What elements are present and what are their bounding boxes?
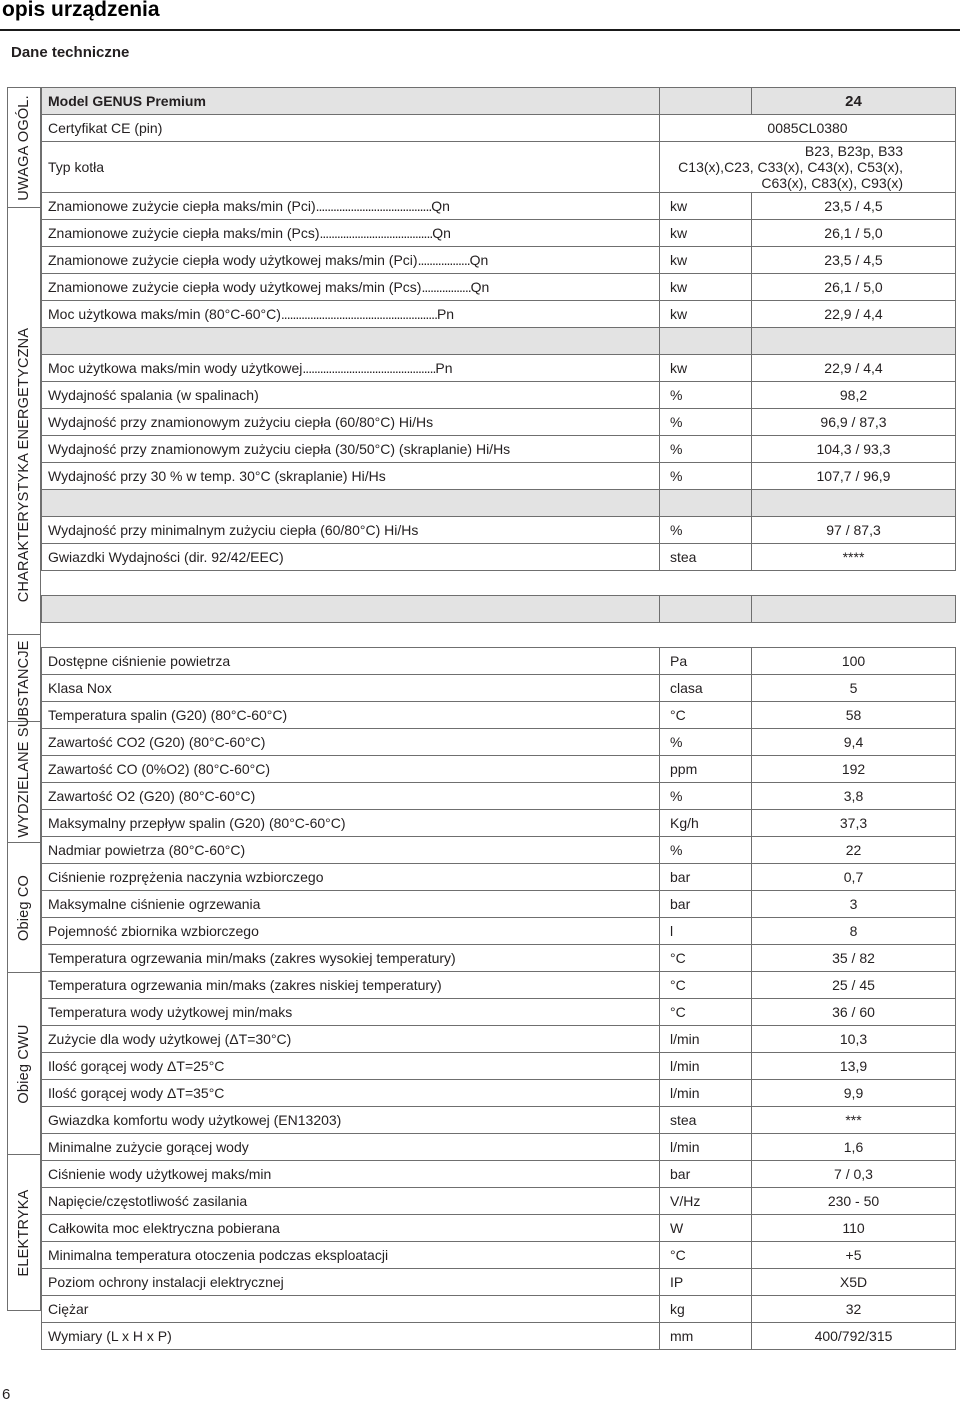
value-cell: 32 <box>752 1296 956 1323</box>
unit-cell: V/Hz <box>660 1188 752 1215</box>
section-title: Dane techniczne <box>11 44 130 61</box>
param-label: Zawartość CO (0%O2) (80°C-60°C) <box>48 761 271 777</box>
empty-cell <box>752 596 956 623</box>
value-cell: 3 <box>752 891 956 918</box>
unit-cell: bar <box>660 1161 752 1188</box>
unit-cell: kw <box>660 274 752 301</box>
value-cell: 26,1 / 5,0 <box>752 220 956 247</box>
boiler-type-line: B23, B23p, B33 <box>804 143 903 159</box>
empty-cell <box>660 596 752 623</box>
table-row <box>42 544 956 571</box>
param-symbol: Qn <box>469 252 489 268</box>
table-row <box>42 837 956 864</box>
param-cell <box>42 648 660 675</box>
param-label: Wydajność przy znamionowym zużyciu ciepła (60/80°C) Hi/Hs <box>48 414 434 430</box>
param-cell <box>42 409 660 436</box>
table-row <box>42 517 956 544</box>
unit-cell: kw <box>660 220 752 247</box>
value-cell: 58 <box>752 702 956 729</box>
param-label: Ciśnienie wody użytkowej maks/min <box>48 1166 272 1182</box>
param-symbol: Pn <box>436 306 455 322</box>
unit-cell: °C <box>660 972 752 999</box>
param-symbol: Qn <box>432 225 451 241</box>
param-label: Znamionowe zużycie ciepła wody użytkowej maks/min (Pcs) <box>48 279 422 295</box>
unit-cell: % <box>660 436 752 463</box>
value-cell: 7 / 0,3 <box>752 1161 956 1188</box>
param-cell <box>42 918 660 945</box>
empty-cell <box>42 596 660 623</box>
value-cell: 26,1 / 5,0 <box>752 274 956 301</box>
param-label: Zawartość O2 (G20) (80°C-60°C) <box>48 788 256 804</box>
param-cell <box>42 729 660 756</box>
unit-cell: IP <box>660 1269 752 1296</box>
group-label-co: Obieg CO <box>16 874 32 941</box>
empty-cell <box>42 623 660 648</box>
param-label: Pojemność zbiornika wzbiorczego <box>48 923 259 939</box>
value-cell: 10,3 <box>752 1026 956 1053</box>
group-label-energy: CHARAKTERYSTYKA ENERGETYCZNA <box>16 327 32 602</box>
param-label: Ilość gorącej wody ΔT=25°C <box>48 1058 225 1074</box>
table-row <box>42 1188 956 1215</box>
value-cell: 13,9 <box>752 1053 956 1080</box>
value-cell: 104,3 / 93,3 <box>752 436 956 463</box>
unit-cell: % <box>660 837 752 864</box>
param-cell <box>42 247 660 274</box>
unit-cell: °C <box>660 702 752 729</box>
param-cell <box>42 382 660 409</box>
value-cell: 107,7 / 96,9 <box>752 463 956 490</box>
param-cell <box>42 1161 660 1188</box>
value-cell: 35 / 82 <box>752 945 956 972</box>
unit-cell: l/min <box>660 1053 752 1080</box>
table-row <box>42 1296 956 1323</box>
param-label: Temperatura ogrzewania min/maks (zakres wysokiej temperatury) <box>48 950 456 966</box>
unit-cell: °C <box>660 945 752 972</box>
ce-label: Certyfikat CE (pin) <box>42 115 660 142</box>
table-row <box>42 675 956 702</box>
table-row <box>42 891 956 918</box>
unit-cell: stea <box>660 544 752 571</box>
table-row <box>42 274 956 301</box>
table-row <box>42 756 956 783</box>
unit-cell: kg <box>660 1296 752 1323</box>
unit-cell: mm <box>660 1323 752 1350</box>
table-row <box>42 918 956 945</box>
value-cell: 22,9 / 4,4 <box>752 355 956 382</box>
param-dots: .............................................. <box>302 360 436 376</box>
value-cell: 110 <box>752 1215 956 1242</box>
value-cell: 192 <box>752 756 956 783</box>
param-cell <box>42 837 660 864</box>
table-row <box>42 1269 956 1296</box>
group-label-electrical: ELEKTRYKA <box>16 1189 32 1276</box>
value-cell: **** <box>752 544 956 571</box>
param-symbol: Pn <box>435 360 453 376</box>
unit-cell: Pa <box>660 648 752 675</box>
spacer-row <box>42 571 956 596</box>
empty-cell <box>752 328 956 355</box>
param-label: Gwiazdki Wydajności (dir. 92/42/EEC) <box>48 549 284 565</box>
param-cell <box>42 945 660 972</box>
table-row <box>42 193 956 220</box>
param-label: Znamionowe zużycie ciepła maks/min (Pci) <box>48 198 316 214</box>
value-cell: +5 <box>752 1242 956 1269</box>
param-label: Klasa Nox <box>48 680 112 696</box>
unit-cell: stea <box>660 1107 752 1134</box>
param-cell <box>42 783 660 810</box>
param-cell <box>42 436 660 463</box>
param-cell <box>42 756 660 783</box>
empty-cell <box>660 571 752 596</box>
param-cell <box>42 193 660 220</box>
unit-cell: °C <box>660 1242 752 1269</box>
unit-cell: kw <box>660 355 752 382</box>
empty-cell <box>42 328 660 355</box>
param-dots: ................. <box>421 279 471 295</box>
table-row <box>42 463 956 490</box>
param-label: Temperatura ogrzewania min/maks (zakres niskiej temperatury) <box>48 977 442 993</box>
value-cell: *** <box>752 1107 956 1134</box>
value-cell: 25 / 45 <box>752 972 956 999</box>
param-label: Moc użytkowa maks/min wody użytkowej <box>48 360 303 376</box>
param-cell <box>42 1269 660 1296</box>
table-row <box>42 810 956 837</box>
param-dots: ...................................................... <box>280 306 437 322</box>
param-cell <box>42 301 660 328</box>
value-cell: 36 / 60 <box>752 999 956 1026</box>
param-label: Wymiary (L x H x P) <box>48 1328 172 1344</box>
param-label: Znamionowe zużycie ciepła wody użytkowej maks/min (Pci) <box>48 252 418 268</box>
empty-cell <box>752 571 956 596</box>
group-emissions <box>7 634 41 843</box>
table-row <box>42 220 956 247</box>
spacer-row <box>42 623 956 648</box>
param-label: Temperatura spalin (G20) (80°C-60°C) <box>48 707 288 723</box>
table-row <box>42 409 956 436</box>
empty-cell <box>660 328 752 355</box>
unit-cell: l/min <box>660 1080 752 1107</box>
unit-cell: l <box>660 918 752 945</box>
table-row <box>42 864 956 891</box>
value-cell: 37,3 <box>752 810 956 837</box>
param-symbol: Qn <box>431 198 450 214</box>
unit-cell: % <box>660 517 752 544</box>
group-general <box>7 87 41 208</box>
value-cell: 22 <box>752 837 956 864</box>
empty-cell <box>660 623 752 648</box>
param-label: Napięcie/częstotliwość zasilania <box>48 1193 248 1209</box>
param-label: Wydajność przy minimalnym zużyciu ciepła (60/80°C) Hi/Hs <box>48 522 419 538</box>
value-cell: 230 - 50 <box>752 1188 956 1215</box>
value-cell: 8 <box>752 918 956 945</box>
empty-cell <box>42 490 660 517</box>
table-header-row <box>42 88 956 115</box>
title-rule <box>0 29 960 31</box>
param-dots: .................. <box>417 252 470 268</box>
param-label: Ciężar <box>48 1301 89 1317</box>
value-cell: 100 <box>752 648 956 675</box>
param-cell <box>42 1134 660 1161</box>
param-symbol: Qn <box>470 279 490 295</box>
empty-cell <box>42 571 660 596</box>
value-cell: 0,7 <box>752 864 956 891</box>
table-row <box>42 783 956 810</box>
table-row <box>42 1215 956 1242</box>
param-cell <box>42 1107 660 1134</box>
table-row <box>42 648 956 675</box>
param-label: Maksymalny przepływ spalin (G20) (80°C-60°C) <box>48 815 346 831</box>
param-cell <box>42 999 660 1026</box>
param-cell <box>42 1242 660 1269</box>
unit-cell: bar <box>660 891 752 918</box>
blank-row <box>42 596 956 623</box>
param-cell <box>42 864 660 891</box>
group-co <box>7 842 41 973</box>
unit-cell: ppm <box>660 756 752 783</box>
param-cell <box>42 544 660 571</box>
param-dots: ....................................... <box>319 225 433 241</box>
boiler-type-label: Typ kotła <box>42 142 660 193</box>
param-label: Maksymalne ciśnienie ogrzewania <box>48 896 261 912</box>
param-label: Ciśnienie rozprężenia naczynia wzbiorczego <box>48 869 324 885</box>
value-cell: 23,5 / 4,5 <box>752 247 956 274</box>
value-cell: X5D <box>752 1269 956 1296</box>
spec-table <box>41 87 956 1350</box>
group-dhw <box>7 972 41 1155</box>
param-label: Minimalna temperatura otoczenia podczas eksploatacji <box>48 1247 389 1263</box>
value-cell: 400/792/315 <box>752 1323 956 1350</box>
table-row <box>42 1161 956 1188</box>
value-cell: 5 <box>752 675 956 702</box>
value-cell: 9,9 <box>752 1080 956 1107</box>
param-cell <box>42 355 660 382</box>
empty-cell <box>660 490 752 517</box>
empty-cell <box>752 490 956 517</box>
unit-cell: W <box>660 1215 752 1242</box>
table-row <box>42 729 956 756</box>
value-cell: 23,5 / 4,5 <box>752 193 956 220</box>
value-cell: 22,9 / 4,4 <box>752 301 956 328</box>
value-cell: 97 / 87,3 <box>752 517 956 544</box>
boiler-type-value <box>660 142 956 193</box>
param-label: Zawartość CO2 (G20) (80°C-60°C) <box>48 734 266 750</box>
unit-cell: l/min <box>660 1134 752 1161</box>
param-label: Temperatura wody użytkowej min/maks <box>48 1004 293 1020</box>
param-label: Poziom ochrony instalacji elektrycznej <box>48 1274 284 1290</box>
unit-cell: % <box>660 729 752 756</box>
group-electrical <box>7 1154 41 1311</box>
param-cell <box>42 891 660 918</box>
table-row <box>42 1080 956 1107</box>
table-row <box>42 1107 956 1134</box>
unit-cell: % <box>660 463 752 490</box>
param-label: Zużycie dla wody użytkowej (ΔT=30°C) <box>48 1031 292 1047</box>
unit-cell: Kg/h <box>660 810 752 837</box>
table-row <box>42 142 956 193</box>
param-label: Wydajność przy 30 % w temp. 30°C (skraplanie) Hi/Hs <box>48 468 386 484</box>
value-cell: 98,2 <box>752 382 956 409</box>
param-dots: ........................................ <box>315 198 432 214</box>
table-row <box>42 1026 956 1053</box>
table-row <box>42 115 956 142</box>
table-row <box>42 972 956 999</box>
group-label-general: UWAGA OGÓL. <box>16 94 32 201</box>
param-cell <box>42 1080 660 1107</box>
table-row <box>42 1242 956 1269</box>
table-row <box>42 1053 956 1080</box>
unit-cell: % <box>660 783 752 810</box>
table-row <box>42 436 956 463</box>
value-cell: 9,4 <box>752 729 956 756</box>
param-cell <box>42 274 660 301</box>
page-title: opis urządzenia <box>2 0 160 21</box>
header-unit-cell <box>660 88 752 115</box>
param-cell <box>42 1296 660 1323</box>
param-cell <box>42 810 660 837</box>
unit-cell: kw <box>660 247 752 274</box>
table-row <box>42 945 956 972</box>
param-cell <box>42 1215 660 1242</box>
table-row <box>42 301 956 328</box>
param-label: Gwiazdka komfortu wody użytkowej (EN13203) <box>48 1112 342 1128</box>
unit-cell: kw <box>660 193 752 220</box>
unit-cell: °C <box>660 999 752 1026</box>
param-label: Znamionowe zużycie ciepła maks/min (Pcs) <box>48 225 320 241</box>
table-row <box>42 382 956 409</box>
unit-cell: kw <box>660 301 752 328</box>
boiler-type-line: C63(x), C83(x), C93(x) <box>761 175 903 191</box>
page-number: 6 <box>2 1386 11 1403</box>
empty-cell <box>752 623 956 648</box>
group-label-dhw: Obieg CWU <box>16 1023 32 1104</box>
param-cell <box>42 1188 660 1215</box>
table-row <box>42 355 956 382</box>
unit-cell: % <box>660 382 752 409</box>
table-row <box>42 999 956 1026</box>
param-cell <box>42 702 660 729</box>
param-label: Całkowita moc elektryczna pobierana <box>48 1220 280 1236</box>
unit-cell: bar <box>660 864 752 891</box>
unit-cell: % <box>660 409 752 436</box>
param-cell <box>42 1053 660 1080</box>
value-cell: 96,9 / 87,3 <box>752 409 956 436</box>
param-cell <box>42 972 660 999</box>
param-label: Nadmiar powietrza (80°C-60°C) <box>48 842 246 858</box>
table-row <box>42 702 956 729</box>
unit-cell: clasa <box>660 675 752 702</box>
param-label: Moc użytkowa maks/min (80°C-60°C) <box>48 306 281 322</box>
value-cell: 1,6 <box>752 1134 956 1161</box>
blank-row <box>42 490 956 517</box>
param-cell <box>42 220 660 247</box>
param-label: Dostępne ciśnienie powietrza <box>48 653 231 669</box>
param-cell <box>42 463 660 490</box>
param-cell <box>42 675 660 702</box>
table-row <box>42 1323 956 1350</box>
model-value: 24 <box>752 88 956 115</box>
unit-cell: l/min <box>660 1026 752 1053</box>
boiler-type-line: C13(x),C23, C33(x), C43(x), C53(x), <box>678 159 903 175</box>
group-label-emissions: WYDZIELANE SUBSTANCJE <box>16 639 32 838</box>
param-cell <box>42 517 660 544</box>
param-cell <box>42 1026 660 1053</box>
param-label: Wydajność przy znamionowym zużyciu ciepła (30/50°C) (skraplanie) Hi/Hs <box>48 441 511 457</box>
ce-value: 0085CL0380 <box>660 115 956 142</box>
table-row <box>42 1134 956 1161</box>
param-label: Ilość gorącej wody ΔT=35°C <box>48 1085 225 1101</box>
param-label: Wydajność spalania (w spalinach) <box>48 387 259 403</box>
blank-row <box>42 328 956 355</box>
value-cell: 3,8 <box>752 783 956 810</box>
param-label: Minimalne zużycie gorącej wody <box>48 1139 249 1155</box>
model-label: Model GENUS Premium <box>42 88 660 115</box>
param-cell <box>42 1323 660 1350</box>
table-row <box>42 247 956 274</box>
